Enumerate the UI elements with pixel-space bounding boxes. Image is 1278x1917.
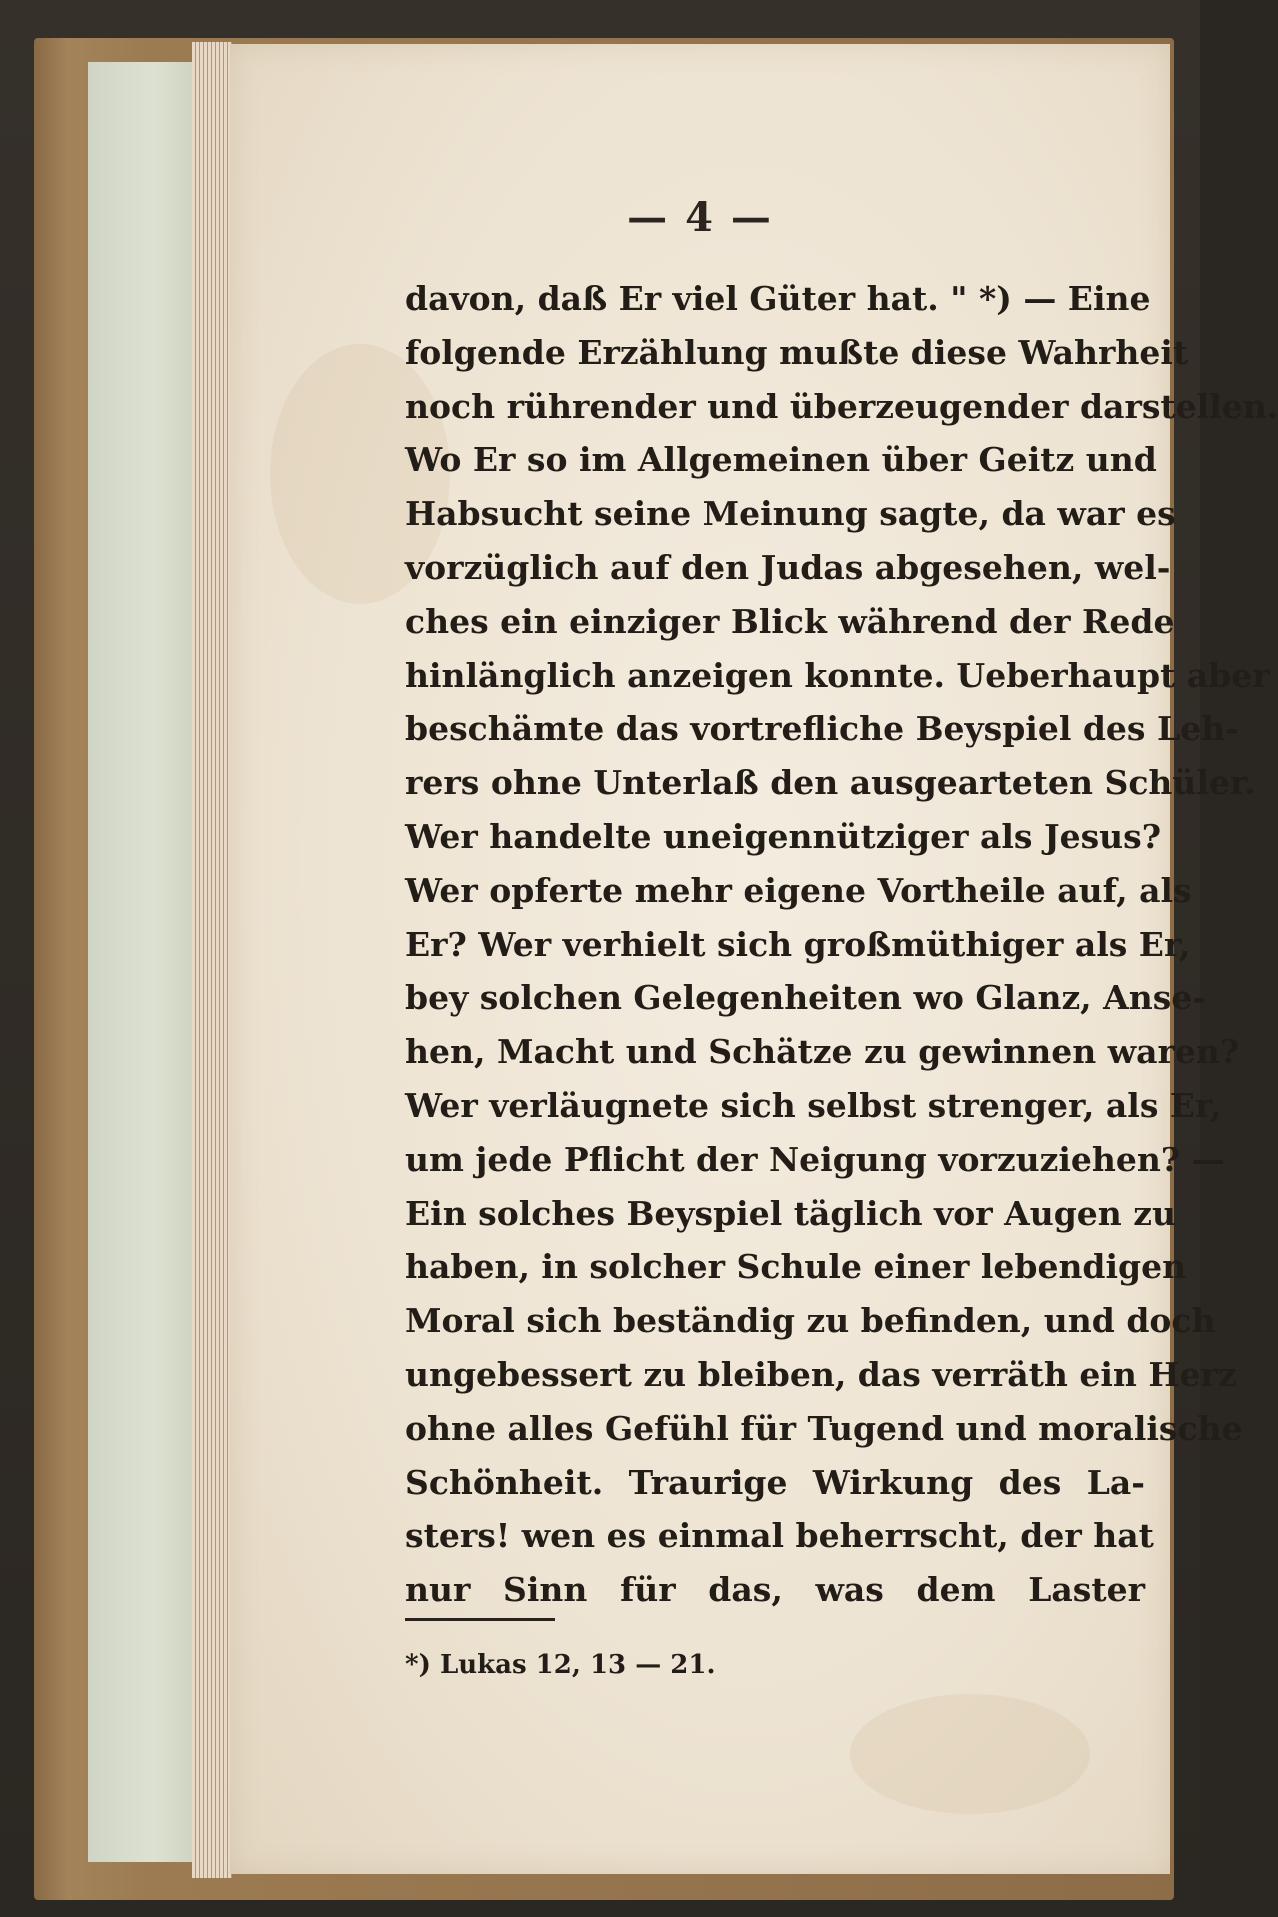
endpaper: [88, 62, 198, 1862]
page-stack-edges: [192, 42, 232, 1878]
text-line: ungebessert zu bleiben, das verräth ein Herz: [405, 1354, 1237, 1394]
text-line: Schönheit. Traurige Wirkung des La-: [405, 1462, 1145, 1502]
book-page: [230, 44, 1278, 1874]
text-line: Moral sich beständig zu befinden, und doch: [405, 1301, 1216, 1341]
text-line: Habsucht seine Meinung sagte, da war es: [405, 494, 1176, 534]
text-line: vorzüglich auf den Judas abgesehen, wel-: [405, 547, 1171, 587]
text-line: sters! wen es einmal beherrscht, der hat: [405, 1516, 1154, 1556]
text-line: davon, daß Er viel Güter hat. " *) — Eine: [405, 279, 1151, 318]
footnote: *) Lukas 12, 13 — 21.: [405, 1650, 716, 1680]
text-line: rers ohne Unterlaß den ausgearteten Schüler.: [405, 763, 1256, 803]
text-line: Wer handelte uneigennütziger als Jesus?: [405, 816, 1162, 856]
text-line: um jede Pflicht der Neigung vorzuziehen? —: [405, 1139, 1225, 1179]
text-line: beschämte das vortrefliche Beyspiel des Leh-: [405, 709, 1239, 749]
text-line: folgende Erzählung mußte diese Wahrheit: [405, 332, 1189, 372]
text-line: Wo Er so im Allgemeinen über Geitz und: [405, 440, 1157, 480]
text-line: hen, Macht und Schätze zu gewinnen waren?: [405, 1032, 1240, 1072]
text-line: haben, in solcher Schule einer lebendigen: [405, 1247, 1187, 1287]
text-line: noch rührender und überzeugender darstellen.: [405, 386, 1278, 426]
page-number: — 4 —: [627, 194, 773, 241]
text-line: Ein solches Beyspiel täglich vor Augen zu: [405, 1193, 1177, 1233]
text-line: Wer opferte mehr eigene Vortheile auf, als: [405, 870, 1192, 910]
footnote-rule: [405, 1618, 555, 1621]
text-line: ches ein einziger Blick während der Rede: [405, 601, 1175, 641]
text-line: Er? Wer verhielt sich großmüthiger als Er,: [405, 924, 1191, 964]
text-line: bey solchen Gelegenheiten wo Glanz, Anse-: [405, 978, 1207, 1018]
text-line: nur Sinn für das, was dem Laster: [405, 1570, 1145, 1610]
text-line: hinlänglich anzeigen konnte. Ueberhaupt aber: [405, 655, 1270, 695]
paper-stain: [850, 1694, 1090, 1814]
body-text: [405, 272, 1278, 1617]
text-line: ohne alles Gefühl für Tugend und moralische: [405, 1408, 1243, 1448]
text-line: Wer verläugnete sich selbst strenger, als Er,: [405, 1085, 1222, 1125]
